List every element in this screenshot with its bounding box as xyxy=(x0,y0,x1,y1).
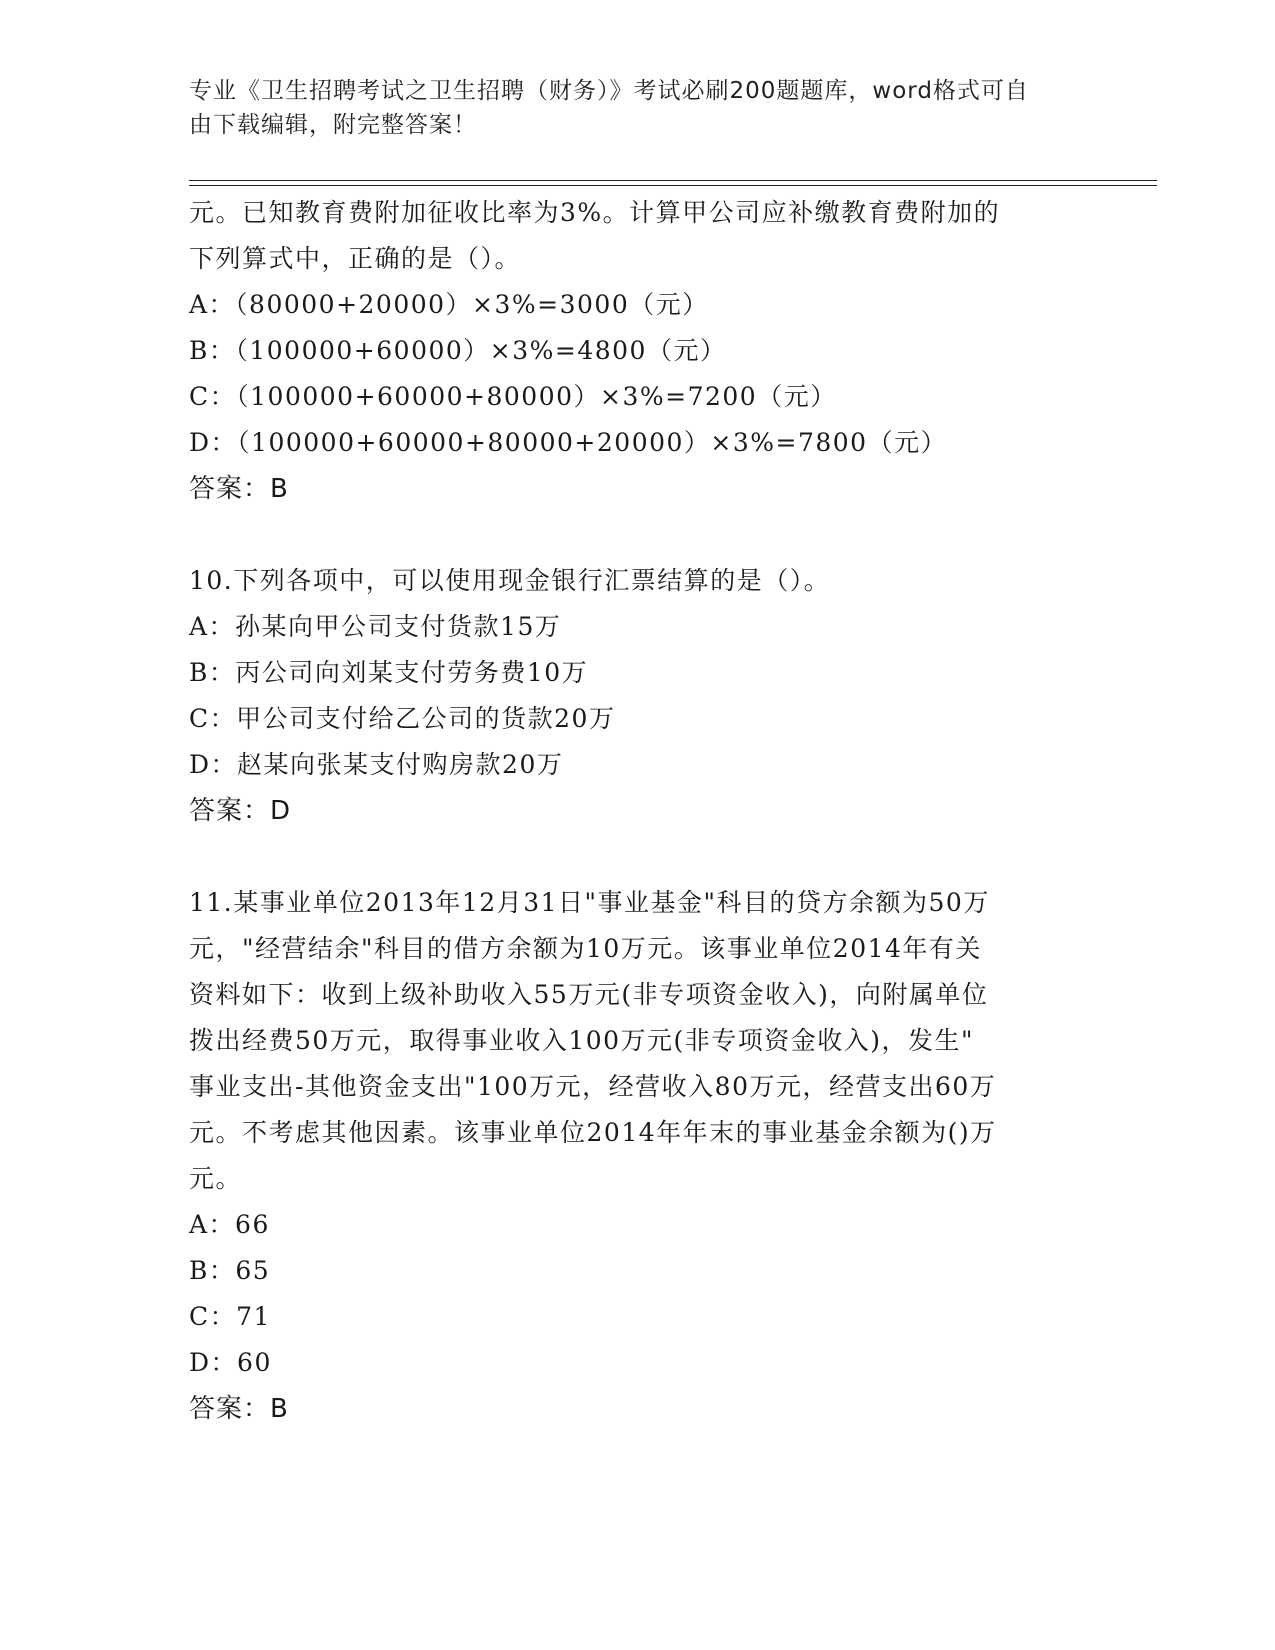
option-a: A：66 xyxy=(189,1210,270,1239)
question-stem-line: 下列算式中，正确的是（）。 xyxy=(189,244,522,273)
option-b: B：65 xyxy=(189,1256,271,1285)
option-d: D：60 xyxy=(189,1348,272,1377)
document-header xyxy=(189,74,1089,142)
answer-line: 答案：B xyxy=(189,474,289,504)
option-b: B：丙公司向刘某支付劳务费10万 xyxy=(189,658,589,687)
option-a: A：（80000+20000）×3%=3000（元） xyxy=(189,290,709,319)
question-11 xyxy=(189,880,1089,1432)
option-c: C：71 xyxy=(189,1302,271,1331)
spacer xyxy=(189,512,1089,558)
question-stem-line: 11.某事业单位2013年12月31日"事业基金"科目的贷方余额为50万 xyxy=(189,888,990,917)
header-divider-bottom xyxy=(189,185,1157,186)
option-c: C：甲公司支付给乙公司的货款20万 xyxy=(189,704,616,733)
header-divider-top xyxy=(189,180,1157,181)
question-stem-line: 元，"经营结余"科目的借方余额为10万元。该事业单位2014年有关 xyxy=(189,934,982,963)
answer-line: 答案：D xyxy=(189,796,292,826)
option-c: C：（100000+60000+80000）×3%=7200（元） xyxy=(189,382,837,411)
question-stem-line: 元。不考虑其他因素。该事业单位2014年年末的事业基金余额为()万 xyxy=(189,1118,997,1147)
question-stem-line: 拨出经费50万元，取得事业收入100万元(非专项资金收入)，发生" xyxy=(189,1026,975,1055)
option-a: A：孙某向甲公司支付货款15万 xyxy=(189,612,562,641)
header-line-2: 由下载编辑，附完整答案！ xyxy=(189,112,477,138)
question-stem-line: 元。 xyxy=(189,1164,243,1193)
question-9 xyxy=(189,190,1089,512)
header-line-1: 专业《卫生招聘考试之卫生招聘（财务）》考试必刷200题题库，word格式可自 xyxy=(189,78,1029,104)
question-list xyxy=(189,190,1089,1432)
question-stem-line: 元。已知教育费附加征收比率为3%。计算甲公司应补缴教育费附加的 xyxy=(189,198,1001,227)
question-10 xyxy=(189,558,1089,834)
option-d: D：赵某向张某支付购房款20万 xyxy=(189,750,564,779)
option-d: D：（100000+60000+80000+20000）×3%=7800（元） xyxy=(189,428,948,457)
option-b: B：（100000+60000）×3%=4800（元） xyxy=(189,336,727,365)
spacer xyxy=(189,834,1089,880)
answer-line: 答案：B xyxy=(189,1394,289,1424)
question-stem-line: 资料如下：收到上级补助收入55万元(非专项资金收入)，向附属单位 xyxy=(189,980,989,1009)
question-stem-line: 10.下列各项中，可以使用现金银行汇票结算的是（）。 xyxy=(189,566,831,595)
question-stem-line: 事业支出-其他资金支出"100万元，经营收入80万元，经营支出60万 xyxy=(189,1072,997,1101)
